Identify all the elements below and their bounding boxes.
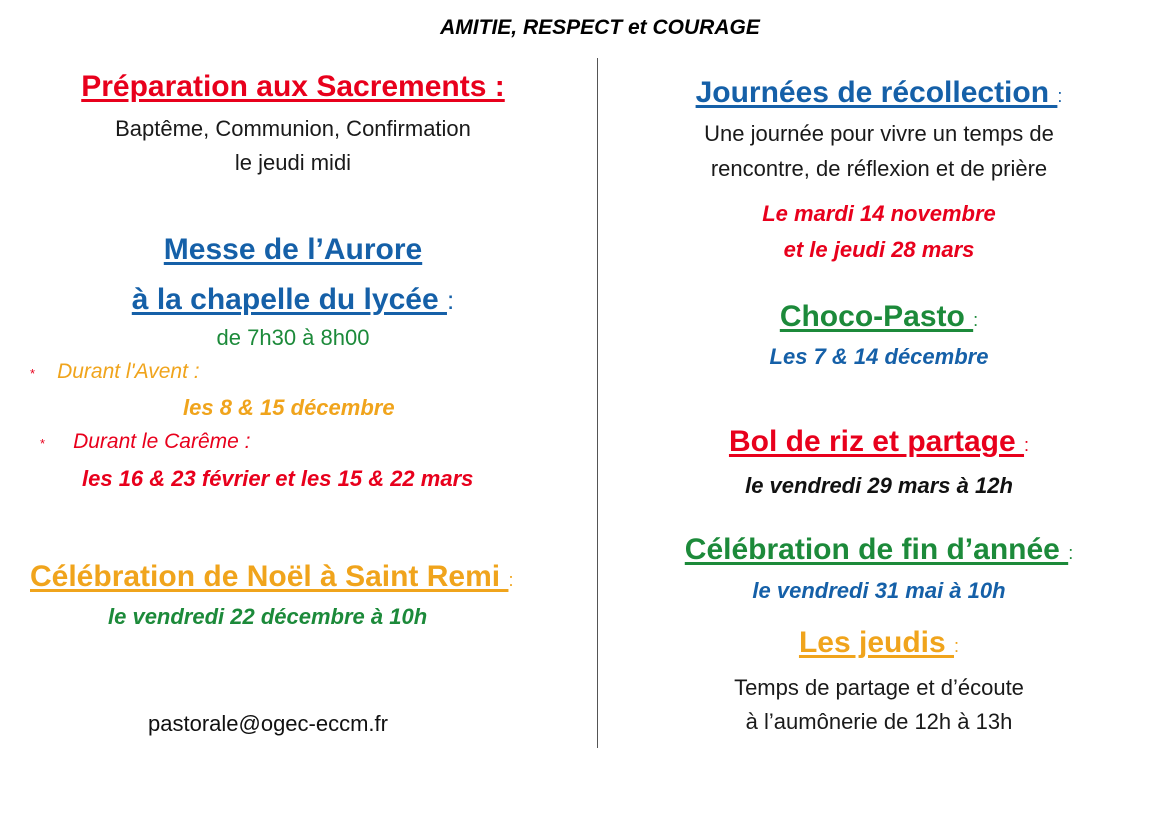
- sacrements-line2: le jeudi midi: [234, 150, 352, 175]
- jeudis-line1: Temps de partage et d’écoute: [734, 675, 1024, 700]
- bullet-icon: *: [30, 366, 36, 381]
- avent-item: [30, 360, 200, 384]
- choco-title: [600, 300, 1158, 334]
- jeudis-title-text: Les jeudis: [798, 626, 955, 659]
- bol-title-text: Bol de riz et partage: [728, 425, 1025, 458]
- aurore-title-1: Messe de l’Aurore: [163, 233, 423, 266]
- aurore-title-2: [0, 283, 586, 317]
- jeudis-title: [600, 626, 1158, 660]
- aurore-title-2-text: à la chapelle du lycée: [131, 283, 447, 316]
- bol-title: [600, 425, 1158, 459]
- column-divider: [597, 58, 598, 748]
- avent-dates: les 8 & 15 décembre: [183, 395, 395, 420]
- recollection-line2: rencontre, de réflexion et de prière: [710, 156, 1048, 181]
- fin-annee-title-text: Célébration de fin d’année: [684, 533, 1069, 566]
- recollection-date1: Le mardi 14 novembre: [762, 201, 996, 226]
- choco-title-text: Choco-Pasto: [779, 300, 974, 333]
- bol-date: le vendredi 29 mars à 12h: [745, 473, 1013, 498]
- noel-title-text: Célébration de Noël à Saint Remi: [30, 560, 509, 593]
- sacrements-section: [0, 70, 586, 104]
- noel-colon: :: [508, 570, 514, 590]
- aurore-time: de 7h30 à 8h00: [216, 325, 370, 350]
- bullet-icon: *: [40, 436, 46, 451]
- jeudis-colon: :: [954, 636, 960, 656]
- fin-annee-title: [600, 533, 1158, 567]
- recollection-line1: Une journée pour vivre un temps de: [704, 121, 1054, 146]
- choco-colon: :: [973, 310, 979, 330]
- careme-dates: les 16 & 23 février et les 15 & 22 mars: [82, 466, 474, 491]
- recollection-date2: et le jeudi 28 mars: [783, 237, 975, 262]
- sacrements-title: Préparation aux Sacrements :: [81, 70, 505, 103]
- motto: AMITIE, RESPECT et COURAGE: [440, 16, 760, 39]
- email[interactable]: pastorale@ogec-eccm.fr: [148, 711, 388, 736]
- sacrements-line1: Baptême, Communion, Confirmation: [115, 116, 471, 141]
- careme-label: Durant le Carême :: [73, 430, 251, 453]
- noel-title: [30, 560, 513, 594]
- aurore-colon: :: [446, 285, 455, 315]
- recollection-title-text: Journées de récollection: [695, 76, 1058, 109]
- fin-annee-date: le vendredi 31 mai à 10h: [752, 578, 1006, 603]
- recollection-colon: :: [1057, 86, 1063, 106]
- fin-annee-colon: :: [1068, 543, 1074, 563]
- careme-item: [40, 430, 250, 454]
- bol-colon: :: [1024, 435, 1030, 455]
- choco-date: Les 7 & 14 décembre: [769, 344, 989, 369]
- noel-date: le vendredi 22 décembre à 10h: [108, 604, 428, 629]
- avent-label: Durant l'Avent :: [57, 360, 200, 383]
- jeudis-line2: à l’aumônerie de 12h à 13h: [745, 709, 1013, 734]
- recollection-title: [600, 76, 1158, 110]
